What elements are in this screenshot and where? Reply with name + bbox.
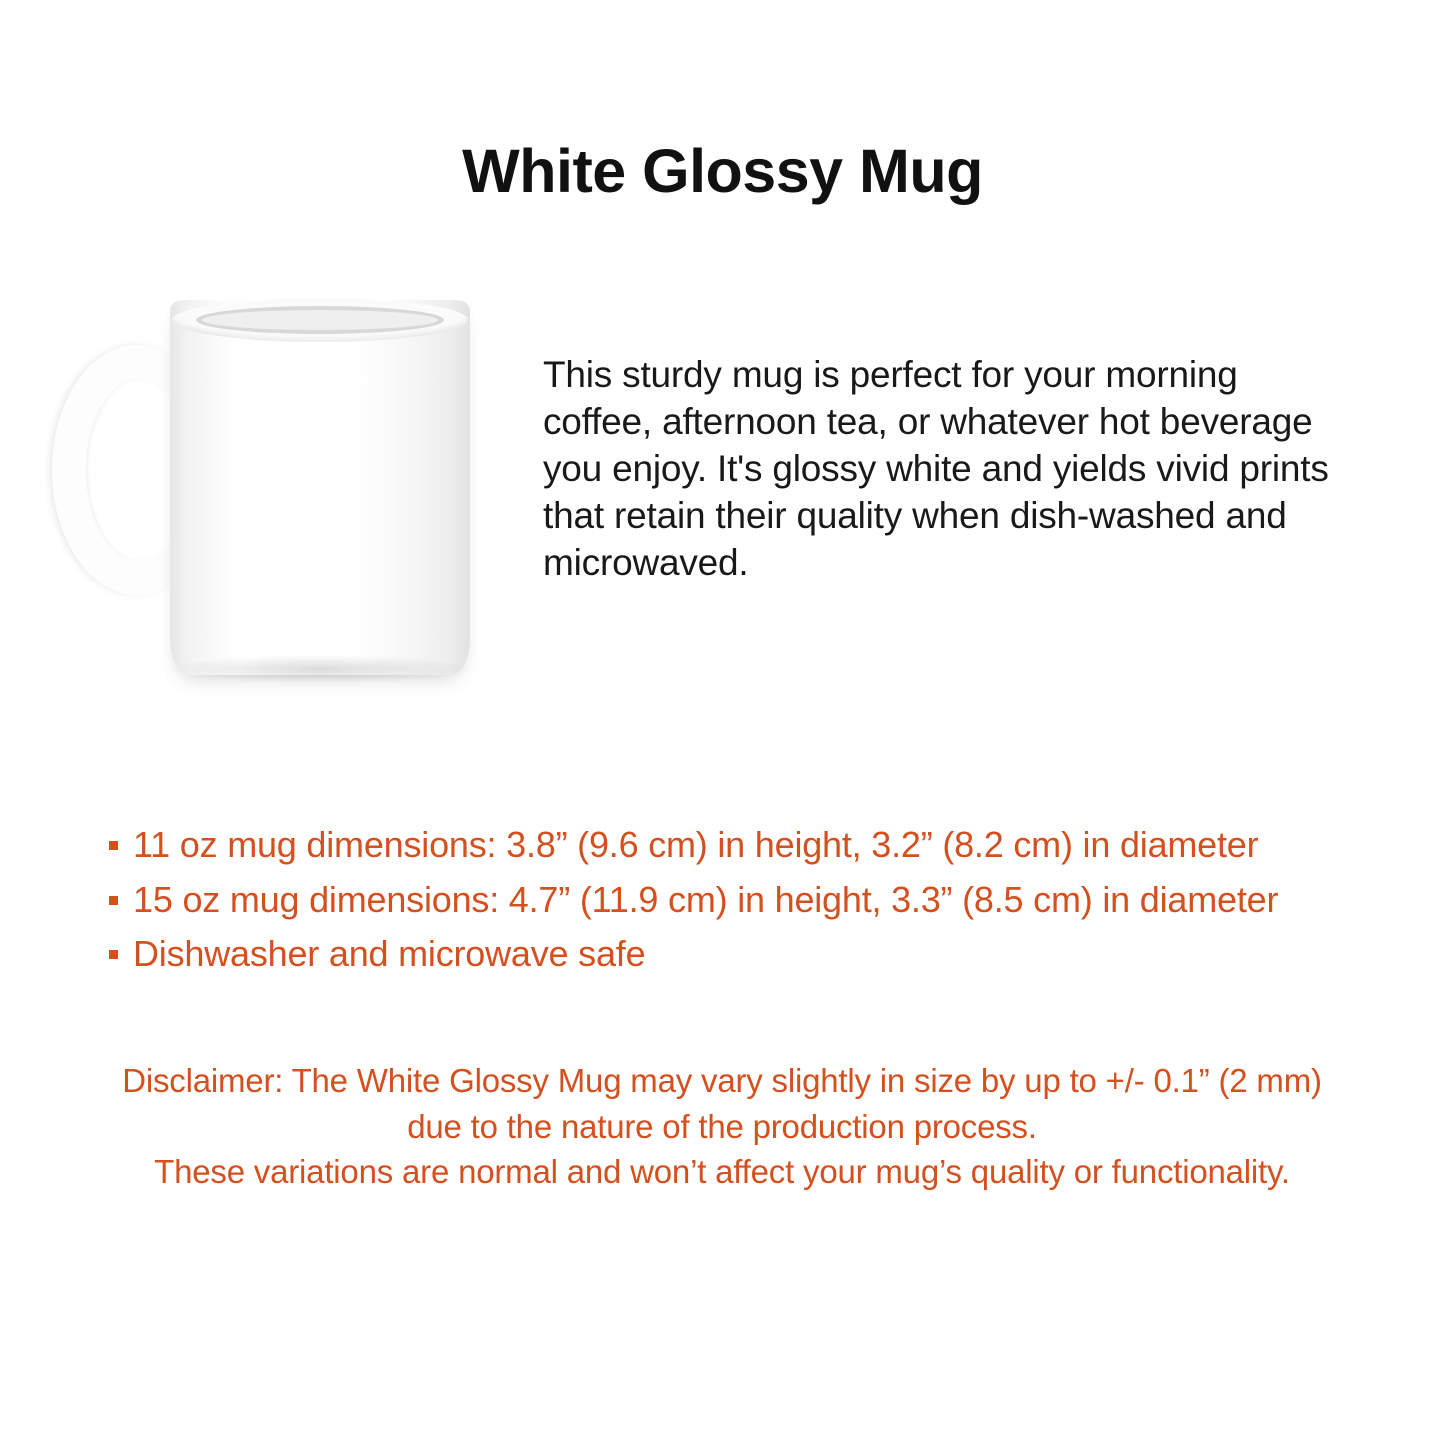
feature-list bbox=[105, 818, 1365, 982]
disclaimer-line-1: Disclaimer: The White Glossy Mug may vary slightly in size by up to +/- 0.1” (2 mm) bbox=[122, 1062, 1322, 1099]
product-description: This sturdy mug is perfect for your morning coffee, afternoon tea, or whatever hot beverage you enjoy. It's glossy white and yields vivid prints that retain their quality when dish-washed and microwaved. bbox=[543, 354, 1329, 583]
list-item: Dishwasher and microwave safe bbox=[105, 927, 1365, 982]
mug-body-shape bbox=[170, 300, 470, 675]
list-item: 15 oz mug dimensions: 4.7” (11.9 cm) in height, 3.3” (8.5 cm) in diameter bbox=[105, 873, 1365, 928]
list-item: 11 oz mug dimensions: 3.8” (9.6 cm) in height, 3.2” (8.2 cm) in diameter bbox=[105, 818, 1365, 873]
disclaimer-line-2: due to the nature of the production process. bbox=[407, 1107, 1037, 1145]
product-image bbox=[20, 270, 520, 700]
mug-interior-highlight bbox=[202, 310, 438, 330]
mug-drop-shadow bbox=[170, 655, 470, 683]
page-title: White Glossy Mug bbox=[462, 136, 983, 205]
disclaimer-text bbox=[72, 1058, 1372, 1195]
disclaimer-line-3: These variations are normal and won’t affect your mug’s quality or functionality. bbox=[154, 1153, 1290, 1191]
